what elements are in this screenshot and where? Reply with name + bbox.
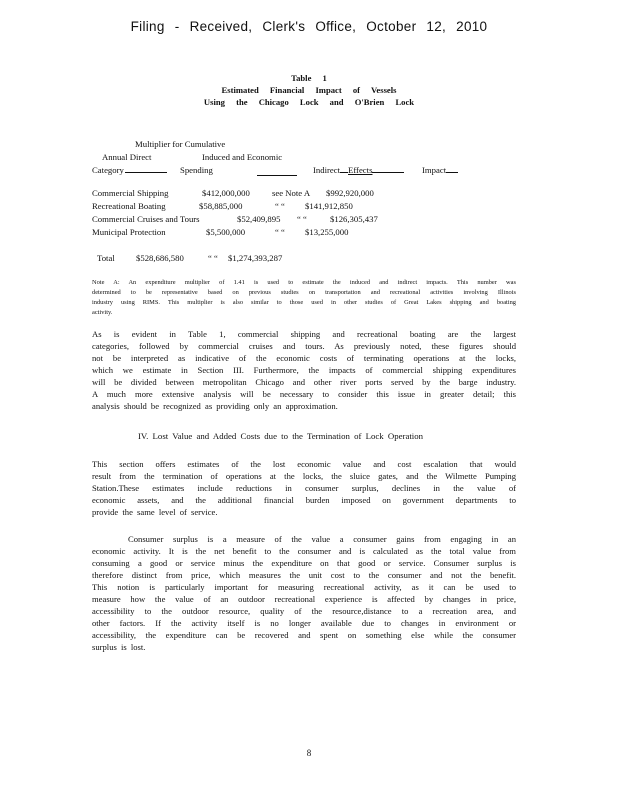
note-line: determined to be representative based on previous studies on transportation and recreational activities involving Illinois — [92, 289, 516, 296]
row-category: Commercial Cruises and Tours — [92, 214, 200, 224]
paragraph-line: which we estimate in Section III. Furthermore, the impacts of commercial shipping expenditures — [92, 365, 516, 375]
paragraph-line: As is evident in Table 1, commercial shipping and recreational boating are the largest — [92, 329, 516, 339]
row-multiplier: “ “ — [275, 227, 285, 237]
paragraph-line: will be divided between metropolitan Chicago and other river ports served by the barge industry. — [92, 377, 516, 387]
row-impact: $13,255,000 — [305, 227, 349, 237]
paragraph-line: therefore distinct from price, which measures the unit cost to the consumer and not the benefit. — [92, 570, 516, 580]
col-header-impact: Impact — [422, 165, 458, 175]
row-multiplier: “ “ — [297, 214, 307, 224]
paragraph-line: analysis should be recognized as providing only an approximation. — [92, 401, 338, 411]
row-impact: $141,912,850 — [305, 201, 353, 211]
paragraph-line: categories, followed by commercial cruises and tours. As previously noted, these figures should — [92, 341, 516, 351]
table-title-line1: Estimated Financial Impact of Vessels — [221, 85, 397, 95]
paragraph-line: measure how the value of an outdoor recreational experience is affected by changes in price, — [92, 594, 516, 604]
col-header-annual-direct: Annual Direct — [102, 152, 152, 162]
row-spending: $52,409,895 — [237, 214, 281, 224]
col-header-indirect-effects: Indirect Effects — [313, 165, 404, 175]
filing-header: Filing - Received, Clerk's Office, October 12, 2010 — [130, 19, 488, 34]
paragraph-line: surplus is lost. — [92, 642, 146, 652]
col-header-category: Category — [92, 165, 167, 175]
row-spending: $412,000,000 — [202, 188, 250, 198]
col-header-multiplier: Multiplier for Cumulative — [135, 139, 226, 149]
row-multiplier: “ “ — [275, 201, 285, 211]
header-rule — [257, 175, 297, 176]
row-category: Commercial Shipping — [92, 188, 169, 198]
paragraph-line: A much more extensive analysis will be necessary to consider this issue in greater detail; this — [92, 389, 516, 399]
paragraph-line: result from the termination of operations at the locks, the sluice gates, and the Wilmette Pumping — [92, 471, 516, 481]
row-category: Municipal Protection — [92, 227, 166, 237]
total-multiplier: “ “ — [208, 253, 218, 263]
col-header-induced: Induced and Economic — [202, 152, 283, 162]
note-line: activity. — [92, 309, 113, 316]
col-header-spending: Spending — [180, 165, 213, 175]
section-heading: IV. Lost Value and Added Costs due to the Termination of Lock Operation — [138, 431, 424, 441]
page-number: 8 — [306, 748, 312, 758]
note-line: Note A: An expenditure multiplier of 1.41 is used to estimate the induced and indirect impacts. This number was — [92, 279, 516, 286]
paragraph-line: This section offers estimates of the lost economic value and cost escalation that would — [92, 459, 516, 469]
row-impact: $126,305,437 — [330, 214, 378, 224]
paragraph-line: provide the same level of service. — [92, 507, 218, 517]
total-spending: $528,686,580 — [136, 253, 184, 263]
paragraph-line: This notion is particularly important for measuring recreational activity, as it can be used to — [92, 582, 516, 592]
paragraph-line: consuming a good or service minus the expenditure on that good or service. Consumer surplus is — [92, 558, 516, 568]
paragraph-line: Consumer surplus is a measure of the value a consumer gains from engaging in an — [128, 534, 516, 544]
paragraph-line: economic assets, and the additional financial burden imposed on government departments to — [92, 495, 516, 505]
row-impact: $992,920,000 — [326, 188, 374, 198]
row-multiplier: see Note A — [272, 188, 311, 198]
note-line: industry using RIMS. This multiplier is also similar to those used in other studies of Great Lakes shipping and boating — [92, 299, 516, 306]
paragraph-line: other factors. If the activity itself is no longer available due to changes in environment or — [92, 618, 516, 628]
paragraph-line: not be interpreted as indicative of the economic costs of terminating operations at the locks, — [92, 353, 516, 363]
paragraph-line: accessibility to the outdoor resource, quality of the resource,distance to a recreation area, and — [92, 606, 516, 616]
table-title-line2: Using the Chicago Lock and O'Brien Lock — [203, 97, 415, 107]
total-label: Total — [97, 253, 115, 263]
paragraph-line: economic activity. It is the net benefit to the consumer and is calculated as the total value from — [92, 546, 516, 556]
table-number: Table 1 — [291, 73, 327, 83]
row-spending: $58,885,000 — [199, 201, 243, 211]
row-spending: $5,500,000 — [206, 227, 246, 237]
row-category: Recreational Boating — [92, 201, 166, 211]
paragraph-line: Station.These estimates include reductions in consumer surplus, declines in the value of — [92, 483, 516, 493]
total-impact: $1,274,393,287 — [228, 253, 283, 263]
paragraph-line: accessibility, the expenditure can be recovered and spent on something else while the consumer — [92, 630, 516, 640]
